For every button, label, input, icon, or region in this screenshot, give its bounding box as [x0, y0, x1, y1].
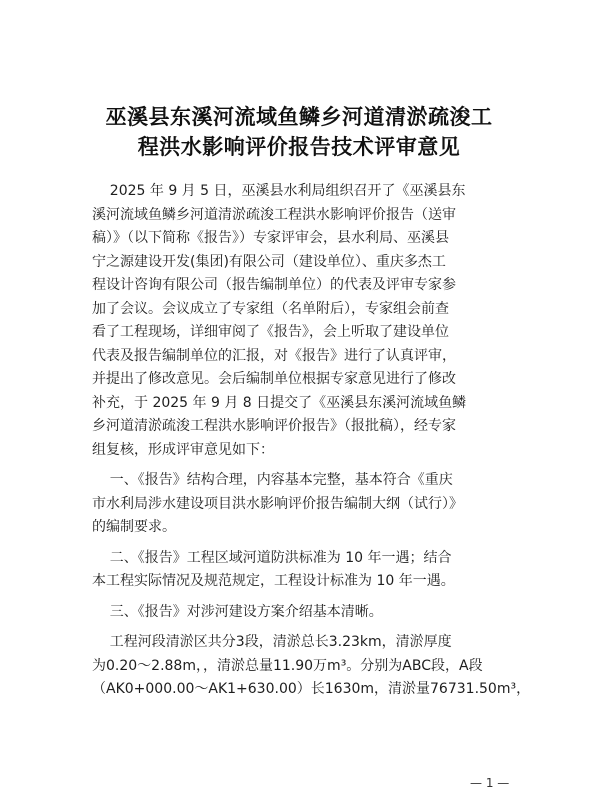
paragraph-line: 市水利局涉水建设项目洪水影响评价报告编制大纲（试行）》: [92, 495, 463, 512]
paragraph: [92, 547, 518, 594]
paragraph-line: 乡河道清淤疏浚工程洪水影响评价报告》（报批稿），经专家: [92, 418, 456, 434]
paragraph: [92, 180, 518, 462]
paragraph-line: 补充，于 2025 年 9 月 8 日提交了《巫溪县东溪河流域鱼鳞: [92, 394, 467, 411]
paragraph-gap: [92, 540, 518, 547]
page-number: — 1 —: [470, 776, 510, 790]
paragraph-line: 宁之源建设开发(集团)有限公司（建设单位）、重庆多杰工: [92, 253, 446, 270]
paragraph-line: 为0.20～2.88m，，清淤总量11.90万m³。分别为ABC段，A段: [92, 657, 483, 674]
paragraph-line: 组复核，形成评审意见如下：: [92, 441, 274, 458]
paragraph-line: 一、《报告》结构合理，内容基本完整，基本符合《重庆: [92, 472, 453, 488]
paragraph: [92, 631, 531, 702]
paragraph-line: 稿）》（以下简称《报告》）专家评审会，县水利局、巫溪县: [92, 230, 449, 246]
paragraph-line: 看了工程现场，详细审阅了《报告》，会上听取了建设单位: [92, 324, 449, 340]
paragraph-line: 代表及报告编制单位的汇报，对《报告》进行了认真评审，: [92, 347, 456, 364]
title-line-1: 巫溪县东溪河流域鱼鳞乡河道清淤疏浚工: [105, 104, 493, 129]
paragraph-line: 溪河流域鱼鳞乡河道清淤疏浚工程洪水影响评价报告（送审: [92, 206, 456, 223]
paragraph-line: 程设计咨询有限公司（报告编制单位）的代表及评审专家参: [92, 277, 456, 293]
title-line-2: 程洪水影响评价报告技术评审意见: [137, 134, 461, 159]
document-title: [70, 102, 528, 162]
paragraph-line: 本工程实际情况及规范规定，工程设计标准为 10 年一遇。: [92, 573, 455, 589]
paragraph-line: 三、《报告》对涉河建设方案介绍基本清晰。: [92, 603, 383, 620]
paragraph-line: （AK0+000.00～AK1+630.00）长1630m，清淤量76731.50m³，: [92, 681, 531, 697]
paragraph-line: 2025 年 9 月 5 日，巫溪县水利局组织召开了《巫溪县东: [92, 183, 466, 199]
paragraph-line: 二、《报告》工程区域河道防洪标准为 10 年一遇；结合: [92, 549, 452, 566]
paragraph: [92, 601, 518, 625]
paragraph-line: 工程河段清淤区共分3段，清淤总长3.23km，清淤厚度: [92, 634, 452, 650]
paragraph-line: 加了会议。会议成立了专家组（名单附后），专家组会前查: [92, 300, 449, 317]
paragraph-line: 的编制要求。: [92, 519, 176, 535]
paragraph: [92, 469, 518, 540]
document-body: [92, 180, 531, 702]
paragraph-line: 并提出了修改意见。会后编制单位根据专家意见进行了修改: [92, 371, 456, 387]
paragraph-gap: [92, 594, 518, 601]
paragraph-gap: [92, 462, 518, 469]
paragraph-gap: [92, 624, 518, 631]
